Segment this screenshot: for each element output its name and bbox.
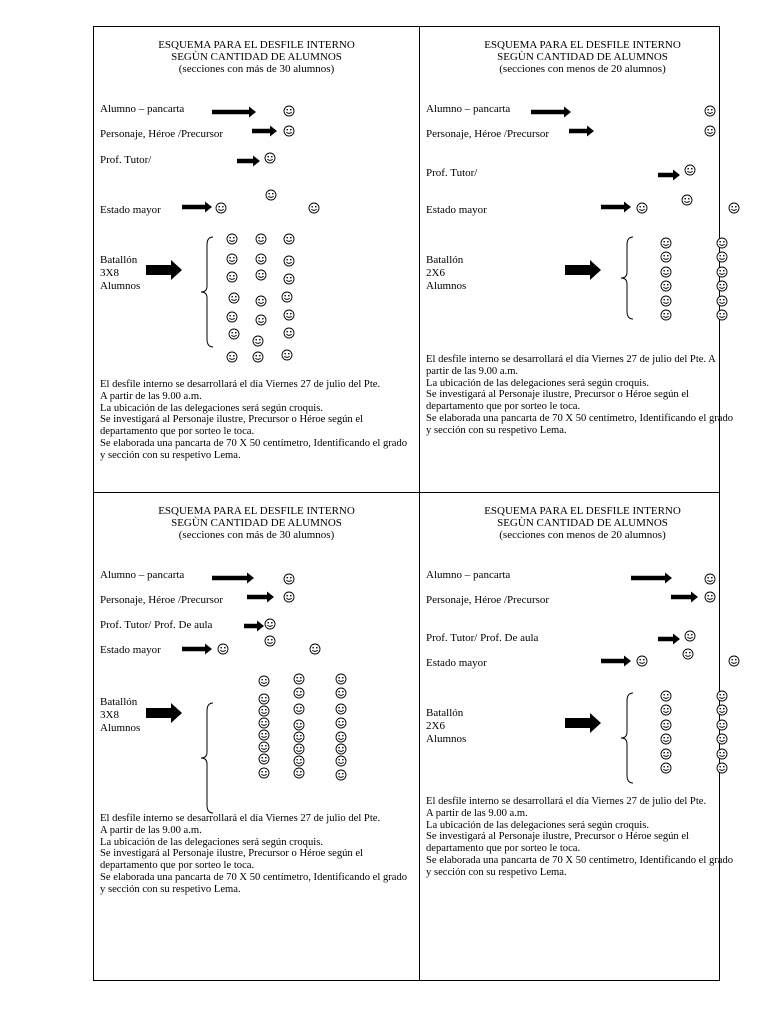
- student-smiley-icon: [661, 267, 671, 277]
- student-smiley-icon: [717, 281, 727, 291]
- student-smiley-icon: [282, 292, 292, 302]
- student-smiley-icon: [284, 328, 294, 338]
- brace-icon: [201, 703, 213, 813]
- student-smiley-icon: [284, 256, 294, 266]
- student-smiley-icon: [717, 238, 727, 248]
- arrow-right-icon: [237, 156, 260, 167]
- arrow-right-icon: [212, 573, 254, 584]
- student-smiley-icon: [717, 749, 727, 759]
- paragraph-line: A partir de las 9.00 a.m.: [100, 390, 202, 402]
- student-smiley-icon: [705, 574, 715, 584]
- paragraph-line: Se elaborada una pancarta de 70 X 50 centímetro, Identificando el grado y sección con su respetivo Lema.: [426, 854, 734, 878]
- arrow-right-icon: [565, 260, 601, 280]
- panel-top-right: [420, 27, 745, 492]
- panel-note: (secciones con más de 30 alumnos): [178, 529, 335, 541]
- panel-title: ESQUEMA PARA EL DESFILE INTERNO: [158, 39, 355, 51]
- arrow-right-icon: [182, 202, 212, 213]
- student-smiley-icon: [729, 203, 739, 213]
- student-smiley-icon: [227, 234, 237, 244]
- panel-bottom-right: [420, 493, 745, 958]
- paragraph-line: El desfile interno se desarrollará el día Viernes 27 de julio del Pte.: [100, 379, 381, 390]
- student-smiley-icon: [637, 656, 647, 666]
- student-smiley-icon: [284, 310, 294, 320]
- paragraph-line: La ubicación de las delegaciones será según croquis.: [100, 836, 323, 848]
- paragraph-line: El desfile interno se desarrollará el día Viernes 27 de julio del Pte.: [100, 813, 381, 824]
- document-sheet: [93, 26, 734, 981]
- label-tutor: Prof. Tutor/ Prof. De aula: [426, 632, 539, 644]
- paragraph-line: Se investigará al Personaje ilustre, Precursor o Héroe según el departamento que por sorteo le toca.: [100, 848, 363, 872]
- brace-icon: [621, 693, 633, 783]
- student-smiley-icon: [336, 744, 346, 754]
- student-smiley-icon: [294, 756, 304, 766]
- label-batallon: Batallón: [426, 707, 464, 719]
- student-smiley-icon: [294, 688, 304, 698]
- student-smiley-icon: [661, 296, 671, 306]
- panel-note: (secciones con menos de 20 alumnos): [499, 529, 666, 541]
- student-smiley-icon: [717, 310, 727, 320]
- student-smiley-icon: [637, 203, 647, 213]
- student-smiley-icon: [253, 336, 263, 346]
- paragraph-line: A partir de las 9.00 a.m.: [426, 807, 528, 819]
- student-smiley-icon: [685, 631, 695, 641]
- arrow-right-icon: [569, 126, 594, 137]
- label-batallon: Batallón: [426, 254, 464, 266]
- student-smiley-icon: [705, 592, 715, 602]
- student-smiley-icon: [717, 252, 727, 262]
- panel-bottom-left: [94, 493, 419, 958]
- student-smiley-icon: [265, 619, 275, 629]
- formation-diagram: [420, 493, 745, 958]
- student-smiley-icon: [259, 694, 269, 704]
- paragraph-line: Se elaborada una pancarta de 70 X 50 centímetro, Identificando el grado y sección con su respetivo Lema.: [100, 437, 408, 461]
- student-smiley-icon: [717, 267, 727, 277]
- arrow-right-icon: [601, 656, 631, 667]
- arrow-right-icon: [146, 260, 182, 280]
- paragraph-line: Se investigará al Personaje ilustre, Precursor o Héroe según el departamento que por sorteo le toca.: [426, 389, 689, 413]
- student-smiley-icon: [705, 126, 715, 136]
- student-smiley-icon: [717, 734, 727, 744]
- panel-paragraph: [100, 813, 412, 896]
- student-smiley-icon: [294, 674, 304, 684]
- brace-icon: [201, 237, 213, 347]
- student-smiley-icon: [661, 238, 671, 248]
- label-tutor: Prof. Tutor/: [426, 167, 478, 179]
- student-smiley-icon: [661, 281, 671, 291]
- student-smiley-icon: [661, 252, 671, 262]
- student-smiley-icon: [229, 293, 239, 303]
- student-smiley-icon: [227, 352, 237, 362]
- student-smiley-icon: [661, 691, 671, 701]
- label-alumno-pancarta: Alumno – pancarta: [426, 569, 511, 581]
- label-batallon-size: 2X6: [426, 267, 445, 279]
- student-smiley-icon: [259, 768, 269, 778]
- arrow-right-icon: [146, 703, 182, 723]
- student-smiley-icon: [705, 106, 715, 116]
- paragraph-line: A partir de las 9.00 a.m.: [100, 824, 202, 836]
- arrow-right-icon: [182, 644, 212, 655]
- student-smiley-icon: [256, 296, 266, 306]
- label-estado-mayor: Estado mayor: [426, 204, 487, 216]
- label-batallon-size: 3X8: [100, 709, 119, 721]
- student-smiley-icon: [336, 688, 346, 698]
- student-smiley-icon: [661, 763, 671, 773]
- label-alumno-pancarta: Alumno – pancarta: [100, 103, 185, 115]
- student-smiley-icon: [717, 296, 727, 306]
- arrow-right-icon: [658, 634, 680, 645]
- arrow-right-icon: [631, 573, 672, 584]
- student-smiley-icon: [717, 763, 727, 773]
- panel-subtitle: SEGÙN CANTIDAD DE ALUMNOS: [171, 51, 342, 63]
- student-smiley-icon: [256, 234, 266, 244]
- label-personaje: Personaje, Héroe /Precursor: [426, 128, 550, 140]
- student-smiley-icon: [661, 734, 671, 744]
- student-smiley-icon: [661, 720, 671, 730]
- paragraph-line: La ubicación de las delegaciones será según croquis.: [100, 402, 323, 414]
- student-smiley-icon: [259, 730, 269, 740]
- paragraph-line: La ubicación de las delegaciones será según croquis.: [426, 377, 649, 389]
- student-smiley-icon: [259, 718, 269, 728]
- student-smiley-icon: [336, 770, 346, 780]
- panel-title: ESQUEMA PARA EL DESFILE INTERNO: [484, 39, 681, 51]
- student-smiley-icon: [259, 706, 269, 716]
- panel-paragraph: [426, 796, 738, 879]
- student-smiley-icon: [253, 352, 263, 362]
- arrow-right-icon: [671, 592, 698, 603]
- panel-title: ESQUEMA PARA EL DESFILE INTERNO: [484, 505, 681, 517]
- panel-paragraph: [100, 379, 412, 462]
- student-smiley-icon: [294, 704, 304, 714]
- student-smiley-icon: [661, 310, 671, 320]
- label-alumno-pancarta: Alumno – pancarta: [100, 569, 185, 581]
- label-estado-mayor: Estado mayor: [100, 204, 161, 216]
- student-smiley-icon: [284, 574, 294, 584]
- label-estado-mayor: Estado mayor: [100, 644, 161, 656]
- panel-title: ESQUEMA PARA EL DESFILE INTERNO: [158, 505, 355, 517]
- paragraph-line: Se elaborada una pancarta de 70 X 50 centímetro, Identificando el grado y sección con su respetivo Lema.: [100, 871, 408, 895]
- panel-subtitle: SEGÙN CANTIDAD DE ALUMNOS: [171, 517, 342, 529]
- student-smiley-icon: [284, 274, 294, 284]
- student-smiley-icon: [259, 742, 269, 752]
- student-smiley-icon: [336, 704, 346, 714]
- student-smiley-icon: [661, 705, 671, 715]
- student-smiley-icon: [256, 254, 266, 264]
- panel-top-left: [94, 27, 419, 492]
- student-smiley-icon: [661, 749, 671, 759]
- student-smiley-icon: [256, 270, 266, 280]
- student-smiley-icon: [218, 644, 228, 654]
- paragraph-line: Se investigará al Personaje ilustre, Precursor o Héroe según el departamento que por sorteo le toca.: [100, 414, 363, 438]
- student-smiley-icon: [229, 329, 239, 339]
- student-smiley-icon: [227, 254, 237, 264]
- paragraph-line: Se elaborada una pancarta de 70 X 50 centímetro, Identificando el grado y sección con su respetivo Lema.: [426, 412, 734, 436]
- label-batallon: Batallón: [100, 696, 138, 708]
- paragraph-line: El desfile interno se desarrollará el día Viernes 27 de julio del Pte. A partir de las 9.00 a.m.: [426, 354, 716, 377]
- arrow-right-icon: [252, 126, 277, 137]
- student-smiley-icon: [294, 720, 304, 730]
- label-personaje: Personaje, Héroe /Precursor: [426, 594, 550, 606]
- panel-paragraph: [426, 354, 738, 437]
- student-smiley-icon: [259, 676, 269, 686]
- arrow-right-icon: [247, 592, 274, 603]
- paragraph-line: Se investigará al Personaje ilustre, Precursor o Héroe según el departamento que por sorteo le toca.: [426, 831, 689, 855]
- label-personaje: Personaje, Héroe /Precursor: [100, 128, 224, 140]
- label-personaje: Personaje, Héroe /Precursor: [100, 594, 224, 606]
- arrow-right-icon: [601, 202, 631, 213]
- student-smiley-icon: [294, 768, 304, 778]
- arrow-right-icon: [658, 170, 680, 181]
- label-batallon-size: 2X6: [426, 720, 445, 732]
- label-tutor: Prof. Tutor/: [100, 154, 152, 166]
- paragraph-line: La ubicación de las delegaciones será según croquis.: [426, 819, 649, 831]
- student-smiley-icon: [729, 656, 739, 666]
- student-smiley-icon: [717, 720, 727, 730]
- arrow-right-icon: [244, 621, 264, 632]
- student-smiley-icon: [294, 744, 304, 754]
- label-batallon-alumnos: Alumnos: [426, 733, 467, 745]
- student-smiley-icon: [294, 732, 304, 742]
- student-smiley-icon: [310, 644, 320, 654]
- student-smiley-icon: [266, 190, 276, 200]
- student-smiley-icon: [284, 106, 294, 116]
- label-tutor: Prof. Tutor/ Prof. De aula: [100, 619, 213, 631]
- label-batallon-alumnos: Alumnos: [100, 280, 141, 292]
- student-smiley-icon: [336, 718, 346, 728]
- student-smiley-icon: [683, 649, 693, 659]
- student-smiley-icon: [256, 315, 266, 325]
- arrow-right-icon: [212, 107, 256, 118]
- student-smiley-icon: [336, 756, 346, 766]
- label-batallon-alumnos: Alumnos: [100, 722, 141, 734]
- label-alumno-pancarta: Alumno – pancarta: [426, 103, 511, 115]
- panel-subtitle: SEGÙN CANTIDAD DE ALUMNOS: [497, 517, 668, 529]
- student-smiley-icon: [685, 165, 695, 175]
- student-smiley-icon: [284, 126, 294, 136]
- arrow-right-icon: [565, 713, 601, 733]
- label-estado-mayor: Estado mayor: [426, 657, 487, 669]
- panel-note: (secciones con menos de 20 alumnos): [499, 63, 666, 75]
- panel-note: (secciones con más de 30 alumnos): [178, 63, 335, 75]
- student-smiley-icon: [265, 636, 275, 646]
- student-smiley-icon: [336, 732, 346, 742]
- student-smiley-icon: [309, 203, 319, 213]
- student-smiley-icon: [682, 195, 692, 205]
- paragraph-line: El desfile interno se desarrollará el día Viernes 27 de julio del Pte.: [426, 796, 707, 807]
- student-smiley-icon: [259, 754, 269, 764]
- student-smiley-icon: [284, 234, 294, 244]
- brace-icon: [621, 237, 633, 319]
- student-smiley-icon: [227, 312, 237, 322]
- arrow-right-icon: [531, 107, 571, 118]
- student-smiley-icon: [265, 153, 275, 163]
- student-smiley-icon: [216, 203, 226, 213]
- student-smiley-icon: [336, 674, 346, 684]
- label-batallon-size: 3X8: [100, 267, 119, 279]
- label-batallon: Batallón: [100, 254, 138, 266]
- student-smiley-icon: [717, 691, 727, 701]
- student-smiley-icon: [227, 272, 237, 282]
- student-smiley-icon: [284, 592, 294, 602]
- student-smiley-icon: [282, 350, 292, 360]
- panel-subtitle: SEGÙN CANTIDAD DE ALUMNOS: [497, 51, 668, 63]
- label-batallon-alumnos: Alumnos: [426, 280, 467, 292]
- student-smiley-icon: [717, 705, 727, 715]
